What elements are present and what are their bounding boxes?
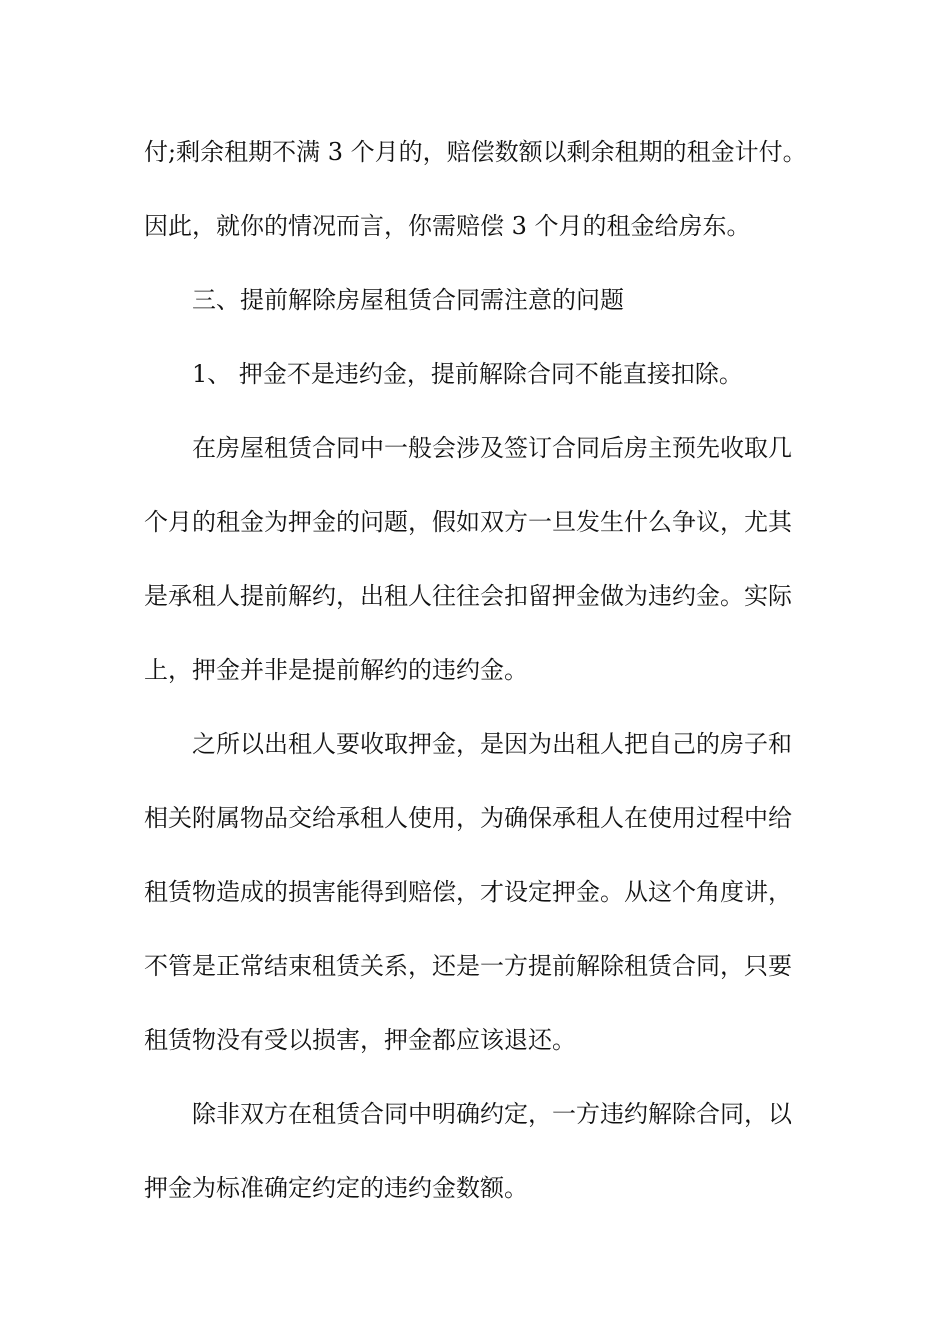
paragraph-line: 租赁物造成的损害能得到赔偿，才设定押金。从这个角度讲，: [144, 878, 792, 906]
paragraph-line: 付;剩余租期不满 3 个月的，赔偿数额以剩余租期的租金计付。: [144, 138, 807, 166]
paragraph-line: 是承租人提前解约，出租人往往会扣留押金做为违约金。实际: [144, 582, 792, 610]
paragraph-line: 相关附属物品交给承租人使用，为确保承租人在使用过程中给: [144, 804, 792, 832]
paragraph-line: 不管是正常结束租赁关系，还是一方提前解除租赁合同，只要: [144, 952, 792, 980]
paragraph-line: 押金为标准确定约定的违约金数额。: [144, 1174, 528, 1202]
paragraph-line: 之所以出租人要收取押金，是因为出租人把自己的房子和: [192, 730, 792, 758]
paragraph-line: 租赁物没有受以损害，押金都应该退还。: [144, 1026, 576, 1054]
paragraph-line: 上，押金并非是提前解约的违约金。: [144, 656, 528, 684]
subsection-heading: 1、 押金不是违约金，提前解除合同不能直接扣除。: [192, 360, 743, 388]
paragraph-line: 因此，就你的情况而言，你需赔偿 3 个月的租金给房东。: [144, 212, 751, 240]
paragraph-line: 除非双方在租赁合同中明确约定，一方违约解除合同，以: [192, 1100, 792, 1128]
paragraph-line: 个月的租金为押金的问题，假如双方一旦发生什么争议，尤其: [144, 508, 792, 536]
section-heading: 三、提前解除房屋租赁合同需注意的问题: [192, 286, 624, 314]
paragraph-line: 在房屋租赁合同中一般会涉及签订合同后房主预先收取几: [192, 434, 792, 462]
